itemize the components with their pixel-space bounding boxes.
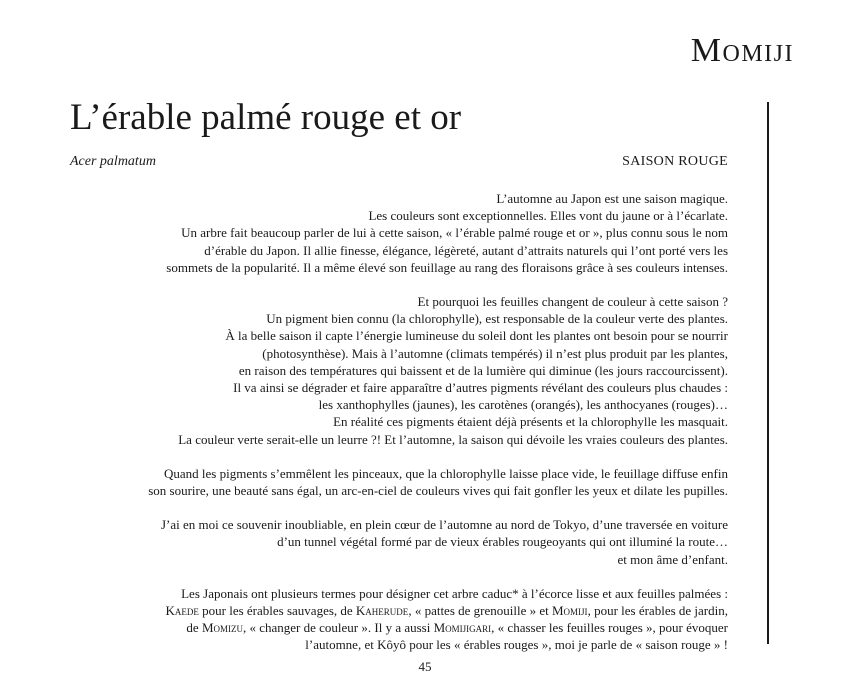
- text-line: [88, 379, 728, 396]
- paragraph: [88, 190, 728, 276]
- text-line: [88, 585, 728, 602]
- text-line: [88, 431, 728, 448]
- text-line: [88, 207, 728, 224]
- season-label: SAISON ROUGE: [622, 154, 728, 169]
- text-line: [88, 602, 728, 619]
- latin-name: Acer palmatum: [70, 154, 156, 169]
- text-line: [88, 413, 728, 430]
- text-run: d’un tunnel végétal formé par de vieux érables rougeoyants qui ont illuminé la route…: [277, 534, 728, 550]
- margin-rule: [767, 102, 769, 644]
- text-run: L’automne au Japon est une saison magique.: [496, 191, 728, 206]
- text-line: [88, 516, 728, 533]
- text-line: [88, 362, 728, 379]
- text-line: [88, 396, 728, 413]
- text-line: [88, 190, 728, 207]
- text-line: [88, 482, 728, 499]
- text-run: En réalité ces pigments étaient déjà présents et la chlorophylle les masquait.: [333, 414, 728, 430]
- text-line: [88, 293, 728, 310]
- text-run: À la belle saison il capte l’énergie lumineuse du soleil dont les plantes ont besoin pour se nourrir: [225, 328, 728, 344]
- paragraph: [88, 516, 728, 568]
- text-line: [88, 242, 728, 259]
- page-number: 45: [418, 659, 432, 674]
- text-line: [88, 345, 728, 362]
- text-run: (photosynthèse). Mais à l’automne (climats tempérés) il n’est plus produit par les plantes,: [262, 345, 728, 361]
- japanese-term: Momiji: [552, 603, 588, 619]
- text-run: pour les érables sauvages, de: [198, 603, 356, 619]
- text-run: Les Japonais ont plusieurs termes pour désigner cet arbre caduc* à l’écorce lisse et aux feuilles palmées :: [181, 585, 728, 601]
- text-line: [88, 310, 728, 327]
- text-line: [88, 327, 728, 344]
- text-run: La couleur verte serait-elle un leurre ?! Et l’automne, la saison qui dévoile les vraies couleurs des plantes.: [178, 431, 728, 447]
- paragraph: [88, 293, 728, 448]
- text-run: Un pigment bien connu (la chlorophylle), est responsable de la couleur verte des plantes.: [266, 311, 728, 327]
- text-run: , « pattes de grenouille » et: [408, 603, 552, 619]
- text-run: l’automne, et Kôyô pour les « érables rouges », moi je parle de « saison rouge » !: [305, 637, 728, 653]
- text-line: [88, 259, 728, 276]
- text-run: , « chasser les feuilles rouges », pour évoquer: [491, 620, 728, 636]
- text-run: sommets de la popularité. Il a même élevé son feuillage au rang des floraisons grâce à ses couleurs intenses.: [166, 259, 728, 275]
- text-run: et mon âme d’enfant.: [617, 551, 728, 567]
- paragraph: [88, 585, 728, 654]
- text-run: de: [186, 620, 202, 636]
- text-run: en raison des températures qui baissent et de la lumière qui diminue (les jours raccourcissent).: [238, 362, 728, 378]
- japanese-term: Momizu: [201, 620, 243, 636]
- text-line: [88, 551, 728, 568]
- text-line: [88, 533, 728, 550]
- japanese-term: Momijigari: [433, 620, 492, 636]
- japanese-term: Kaherude: [355, 603, 409, 619]
- text-run: Et pourquoi les feuilles changent de couleur à cette saison ?: [417, 294, 728, 310]
- text-line: [88, 619, 728, 636]
- text-run: Un arbre fait beaucoup parler de lui à cette saison, « l’érable palmé rouge et or », plus connu sous le nom: [181, 225, 728, 241]
- paragraph: [88, 465, 728, 499]
- body-text: [88, 190, 728, 671]
- text-run: d’érable du Japon. Il allie finesse, élégance, légèreté, autant d’attraits naturels qui l’ont porté vers les: [204, 242, 728, 258]
- text-run: , pour les érables de jardin,: [587, 603, 728, 619]
- page-title: L’érable palmé rouge et or: [70, 97, 462, 138]
- text-run: son sourire, une beauté sans égal, un arc-en-ciel de couleurs vives qui fait gonfler les yeux et dilate les pupilles.: [148, 483, 728, 499]
- text-run: les xanthophylles (jaunes), les carotènes (orangés), les anthocyanes (rouges)…: [318, 397, 728, 413]
- running-head: Momiji: [690, 32, 794, 69]
- text-run: Il va ainsi se dégrader et faire apparaître d’autres pigments révélant des couleurs plus chaudes :: [233, 380, 728, 396]
- text-line: [88, 636, 728, 653]
- text-line: [88, 465, 728, 482]
- text-run: Quand les pigments s’emmêlent les pinceaux, que la chlorophylle laisse place vide, le feuillage diffuse enfin: [164, 465, 728, 481]
- text-run: , « changer de couleur ». Il y a aussi: [243, 620, 434, 636]
- text-run: J’ai en moi ce souvenir inoubliable, en plein cœur de l’automne au nord de Tokyo, d’une traversée en voiture: [160, 517, 728, 533]
- text-run: Les couleurs sont exceptionnelles. Elles vont du jaune or à l’écarlate.: [368, 208, 728, 224]
- japanese-term: Kaede: [165, 603, 199, 619]
- text-line: [88, 224, 728, 241]
